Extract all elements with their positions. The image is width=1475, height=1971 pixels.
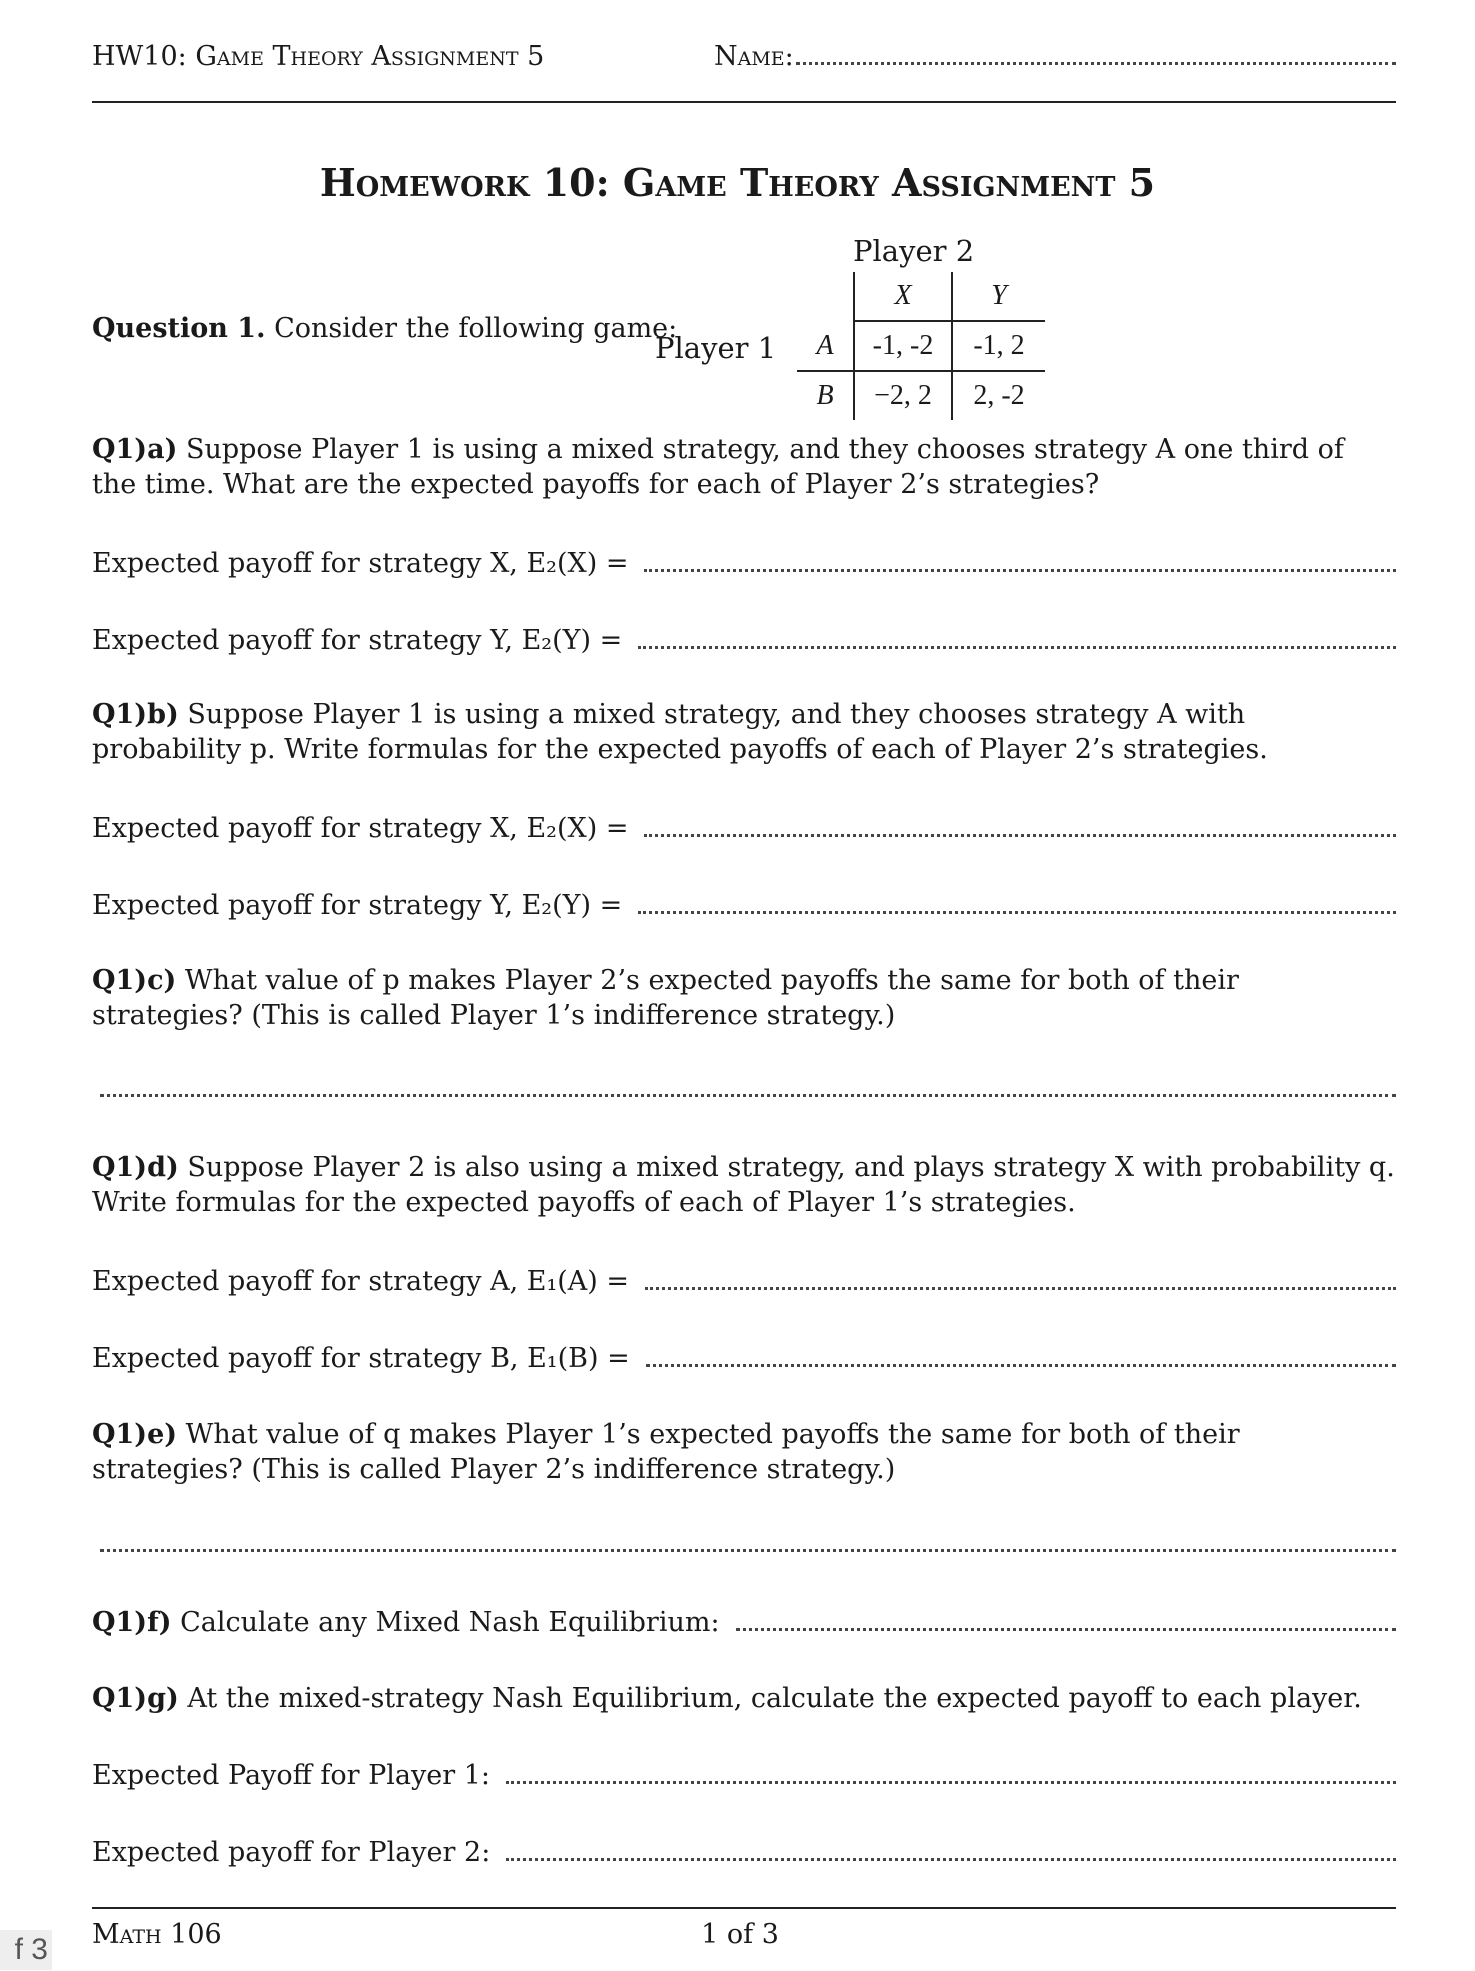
q1a-prompt — [92, 432, 1396, 502]
q1g-text: At the mixed-strategy Nash Equilibrium, calculate the expected payoff to each player. — [187, 1683, 1362, 1714]
q1f-prompt — [92, 1606, 720, 1640]
page-indicator-tab[interactable]: f 3 — [0, 1930, 52, 1970]
q1a-text: Suppose Player 1 is using a mixed strategy, and they chooses strategy A one third of the time. What are the expected payoffs for each of Player 2’s strategies? — [92, 434, 1344, 500]
q1f-row — [92, 1604, 1396, 1640]
q1a-label: Q1)a) — [92, 434, 178, 465]
q1b-answer-x — [92, 810, 1396, 846]
q1d-text: Suppose Player 2 is also using a mixed strategy, and plays strategy X with probability q. Write formulas for the expected payoffs of each of Player 1’s strategies. — [92, 1152, 1395, 1218]
q1b-text: Suppose Player 1 is using a mixed strategy, and they chooses strategy A with probability p. Write formulas for the expected payoffs of each of Player 2’s strategies. — [92, 699, 1268, 765]
payoff-matrix — [797, 272, 1045, 420]
player2-label: Player 2 — [853, 234, 975, 268]
q1d-prompt — [92, 1150, 1396, 1220]
question-1-intro — [92, 312, 677, 346]
q1g-answer-player1 — [92, 1757, 1396, 1793]
name-label: Name: — [714, 41, 794, 72]
q1b-answer-y — [92, 887, 1396, 923]
column-header-x: X — [854, 272, 952, 321]
q1b-line1-label: Expected payoff for strategy X, E₂(X) = — [92, 813, 629, 844]
q1b-line2-label: Expected payoff for strategy Y, E₂(Y) = — [92, 890, 623, 921]
q1c-text: What value of p makes Player 2’s expected payoffs the same for both of their strategies? (This is called Player 1’s indifference strategy.) — [92, 965, 1239, 1031]
q1e-answer-blank[interactable] — [100, 1525, 1396, 1552]
q1e-label: Q1)e) — [92, 1419, 178, 1450]
q1f-answer-blank[interactable] — [736, 1604, 1396, 1631]
q1a-answer-x — [92, 545, 1396, 581]
payoff-cell-a-x: -1, -2 — [854, 321, 952, 371]
q1b-label: Q1)b) — [92, 699, 179, 730]
q1a-line1-blank[interactable] — [644, 545, 1396, 572]
q1e-prompt — [92, 1417, 1396, 1487]
q1g-line2-blank[interactable] — [506, 1834, 1396, 1861]
q1a-line2-blank[interactable] — [638, 622, 1396, 649]
footer-course: Math 106 — [92, 1919, 222, 1950]
footer-page-number: 1 of 3 — [701, 1919, 779, 1950]
q1d-line2-blank[interactable] — [646, 1340, 1396, 1367]
q1d-answer-a — [92, 1263, 1396, 1299]
q1g-line2-label: Expected payoff for Player 2: — [92, 1837, 491, 1868]
q1a-line2-label: Expected payoff for strategy Y, E₂(Y) = — [92, 625, 623, 656]
q1c-label: Q1)c) — [92, 965, 177, 996]
payoff-cell-b-x: −2, 2 — [854, 371, 952, 420]
q1g-prompt — [92, 1681, 1396, 1716]
q1f-label: Q1)f) — [92, 1607, 172, 1638]
q1g-label: Q1)g) — [92, 1683, 179, 1714]
name-field — [714, 40, 1396, 74]
question-1-text: Consider the following game: — [274, 313, 678, 344]
q1f-text: Calculate any Mixed Nash Equilibrium: — [180, 1607, 720, 1638]
q1g-answer-player2 — [92, 1834, 1396, 1870]
q1a-line1-label: Expected payoff for strategy X, E₂(X) = — [92, 548, 629, 579]
header-title: HW10: Game Theory Assignment 5 — [92, 41, 545, 72]
name-blank — [796, 40, 1396, 65]
q1d-line2-label: Expected payoff for strategy B, E₁(B) = — [92, 1343, 630, 1374]
q1g-line1-label: Expected Payoff for Player 1: — [92, 1760, 490, 1791]
payoff-cell-a-y: -1, 2 — [952, 321, 1045, 371]
q1b-prompt — [92, 697, 1396, 767]
row-header-b: B — [816, 380, 834, 411]
column-header-y: Y — [952, 272, 1045, 321]
payoff-cell-b-y: 2, -2 — [952, 371, 1045, 420]
footer-rule — [92, 1907, 1396, 1909]
player1-label: Player 1 — [655, 331, 777, 365]
q1d-answer-b — [92, 1340, 1396, 1376]
q1b-line1-blank[interactable] — [644, 810, 1396, 837]
q1d-line1-blank[interactable] — [645, 1263, 1396, 1290]
q1c-answer-blank[interactable] — [100, 1070, 1396, 1097]
q1e-text: What value of q makes Player 1’s expected payoffs the same for both of their strategies? (This is called Player 2’s indifference strategy.) — [92, 1419, 1240, 1485]
q1d-line1-label: Expected payoff for strategy A, E₁(A) = — [92, 1266, 630, 1297]
q1b-line2-blank[interactable] — [638, 887, 1396, 914]
q1c-prompt — [92, 963, 1396, 1033]
question-1-label: Question 1. — [92, 313, 266, 344]
q1a-answer-y — [92, 622, 1396, 658]
header-rule — [92, 101, 1396, 103]
q1g-line1-blank[interactable] — [506, 1757, 1396, 1784]
row-header-a: A — [797, 321, 854, 371]
page-title: Homework 10: Game Theory Assignment 5 — [319, 160, 1156, 205]
q1d-label: Q1)d) — [92, 1152, 179, 1183]
